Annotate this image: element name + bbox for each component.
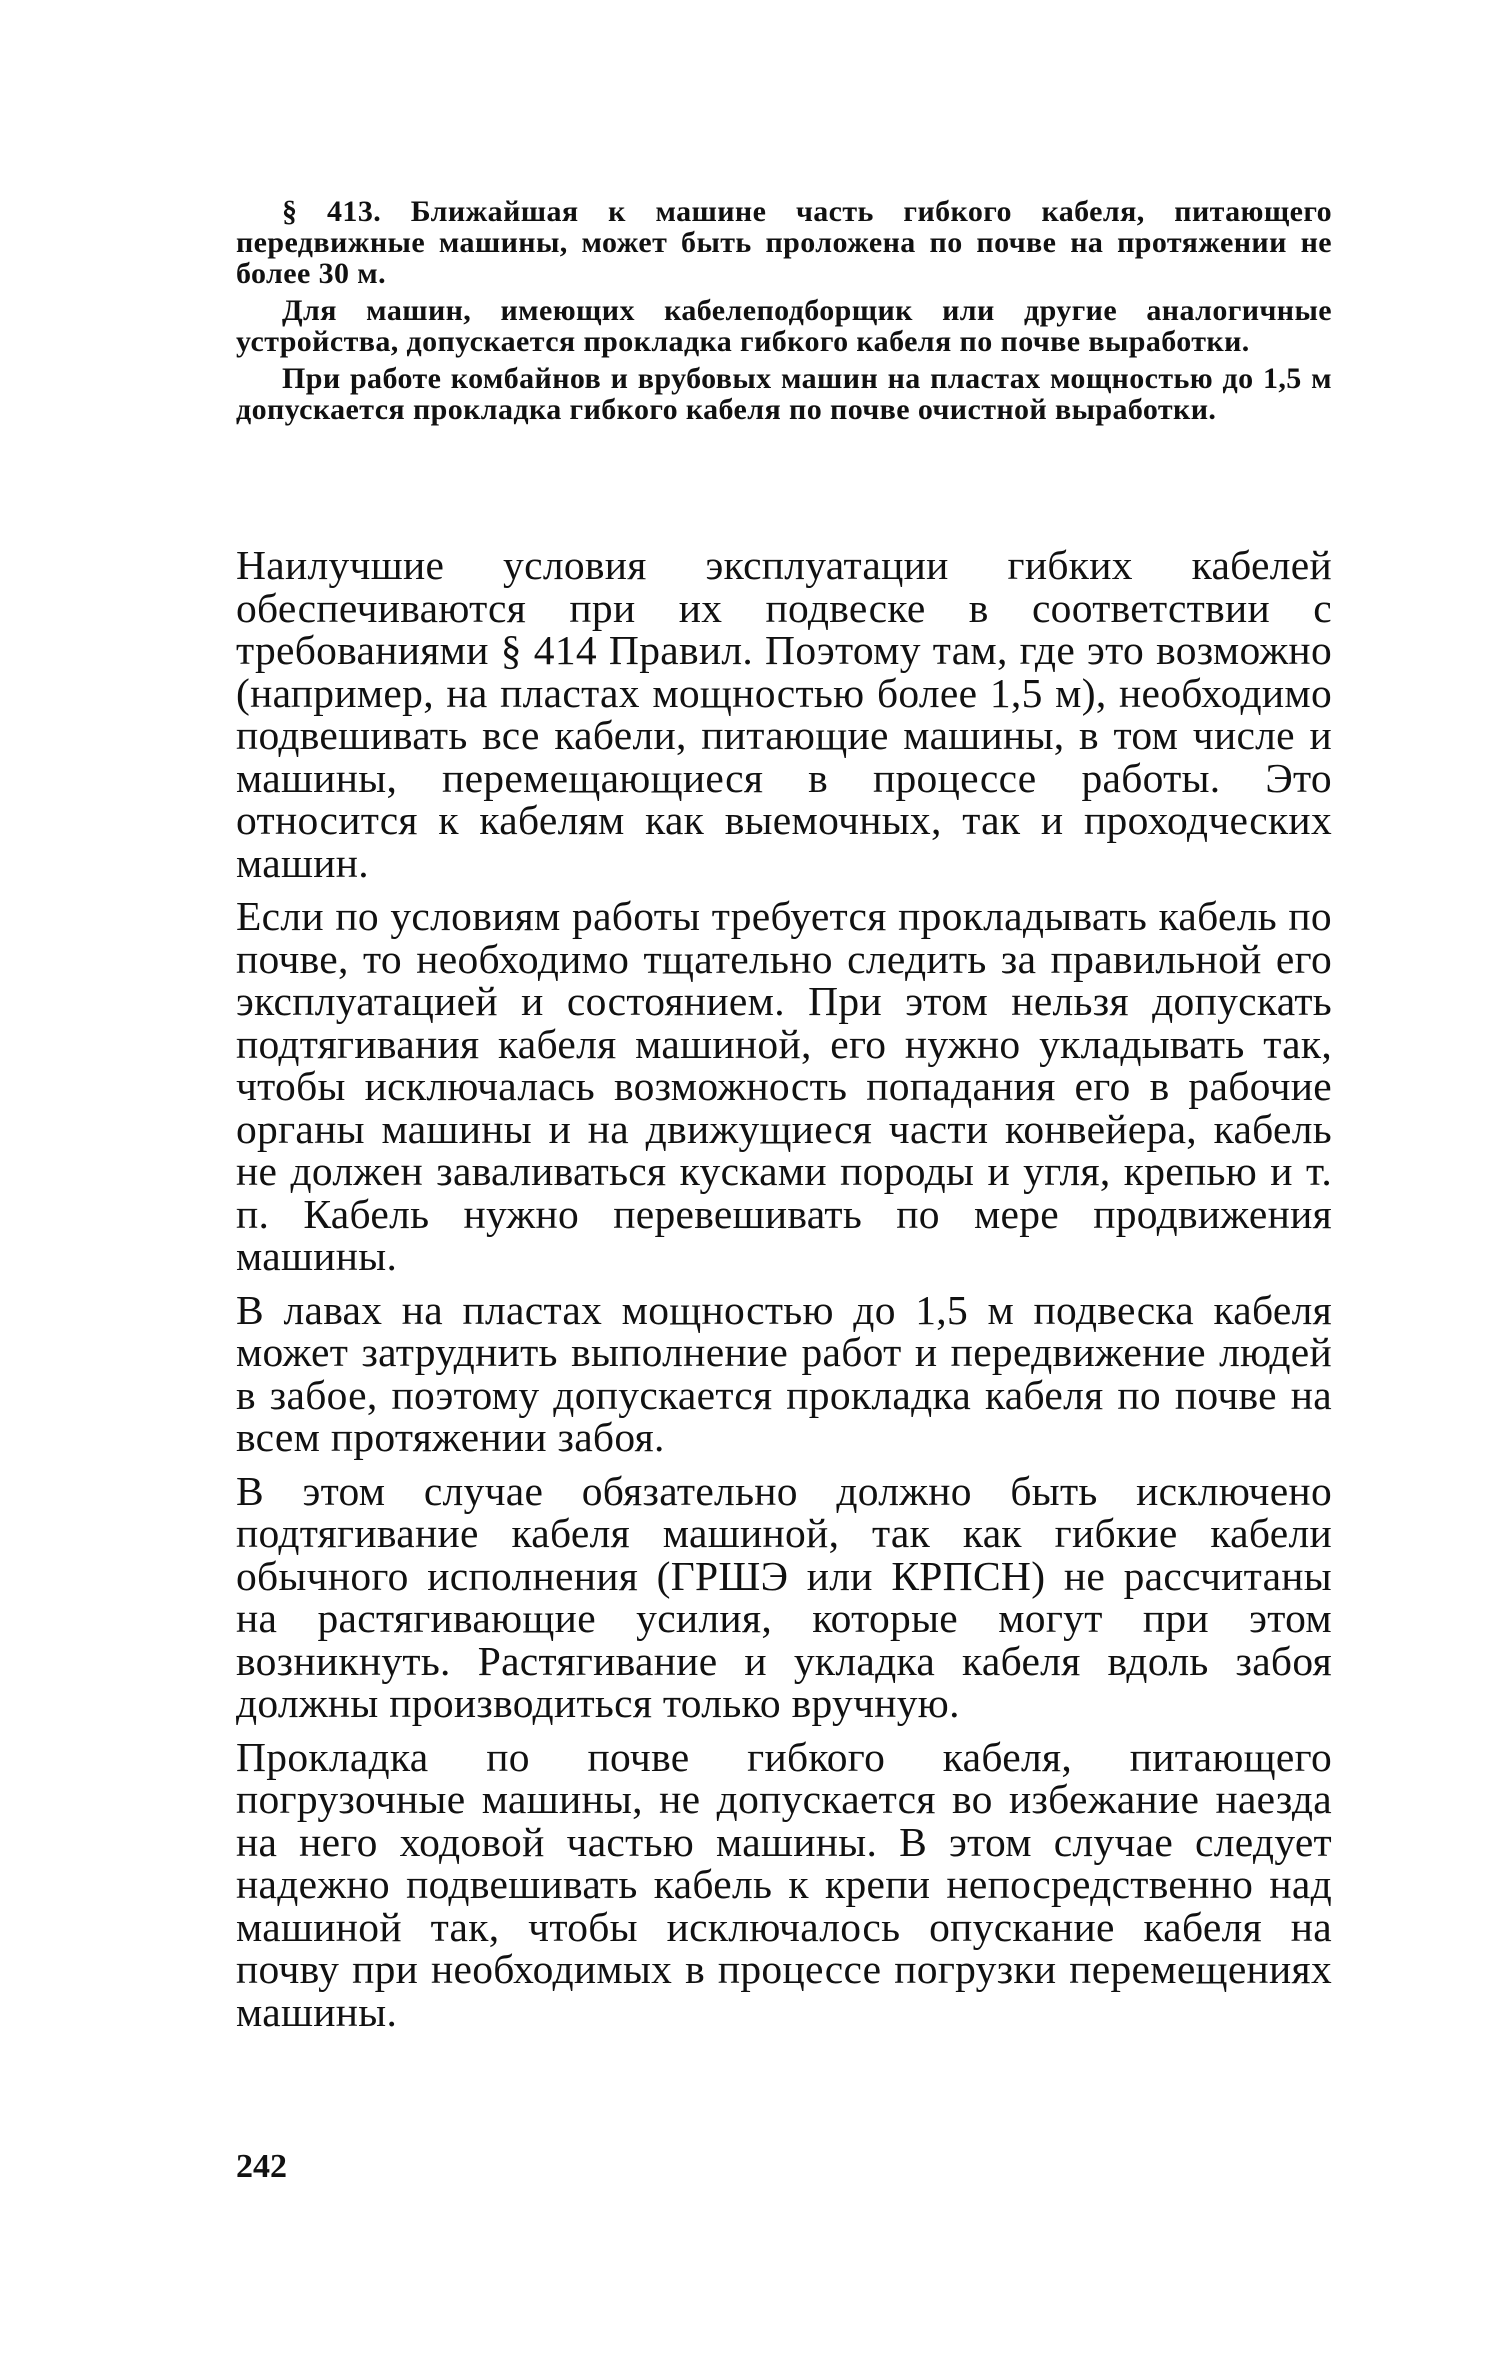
rule-paragraph-413: § 413. Ближайшая к машине часть гибкого кабеля, питающего передвижные машины, может быть проложена по почве на протяжении не более 30 м.	[236, 195, 1332, 290]
rule-quote-block	[236, 196, 1332, 431]
body-paragraph: Если по условиям работы требуется прокладывать кабель по почве, то необходимо тщательно следить за правильной его эксплуатацией и состоянием. При этом нельзя допускать подтягивания кабеля машиной, его нужно укладывать так, чтобы исключалась возможность попадания его в рабочие органы машины и на движущиеся части конвейера, кабель не должен заваливаться кусками породы и угля, крепью и т. п. Кабель нужно перевешивать по мере продвижения машины.	[236, 893, 1332, 1279]
rule-paragraph-combines: При работе комбайнов и врубовых машин на пластах мощностью до 1,5 м допускается прокладка гибкого кабеля по почве очистной выработки.	[236, 362, 1332, 426]
body-paragraph: В лавах на пластах мощностью до 1,5 м подвеска кабеля может затруднить выполнение работ и передвижение людей в забое, поэтому допускается прокладка кабеля по почве на всем протяжении забоя.	[236, 1286, 1332, 1460]
body-paragraph: В этом случае обязательно должно быть исключено подтягивание кабеля машиной, так как гибкие кабели обычного исполнения (ГРШЭ или КРПСН) не рассчитаны на растягивающие усилия, которые могут при этом возникнуть. Растягивание и укладка кабеля вдоль забоя должны производиться только вручную.	[236, 1467, 1332, 1726]
body-paragraph: Прокладка по почве гибкого кабеля, питающего погрузочные машины, не допускается во избежание наезда на него ходовой частью машины. В этом случае следует надежно подвешивать кабель к крепи непосредственно над машиной так, чтобы исключалось опускание кабеля на почву при необходимых в процессе погрузки перемещениях машины.	[236, 1733, 1332, 2035]
main-text-block	[236, 544, 1332, 2044]
rule-paragraph-cable-picker: Для машин, имеющих кабелеподборщик или другие аналогичные устройства, допускается прокладка гибкого кабеля по почве выработки.	[236, 294, 1332, 358]
body-paragraph: Наилучшие условия эксплуатации гибких кабелей обеспечиваются при их подвеске в соответствии с требованиями § 414 Правил. Поэтому там, где это возможно (например, на пластах мощностью более 1,5 м), необходимо подвешивать все кабели, питающие машины, в том числе и машины, перемещающиеся в процессе работы. Это относится к кабелям как выемочных, так и проходческих машин.	[236, 542, 1332, 886]
page-number: 242	[236, 2148, 287, 2185]
